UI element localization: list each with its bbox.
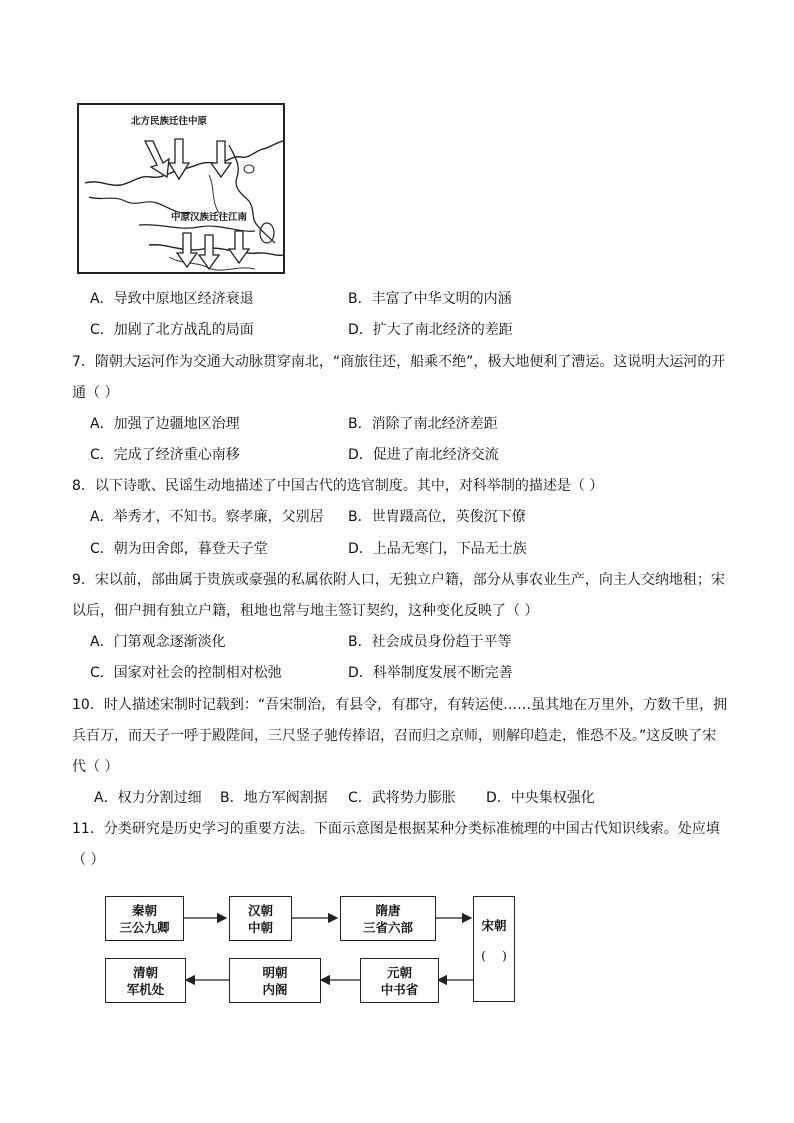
q7-option-b[interactable]: B．消除了南北经济差距	[348, 416, 498, 432]
box-dynasty: 元朝	[386, 964, 412, 980]
box-system: 中朝	[247, 919, 273, 935]
q7-option-c[interactable]: C．完成了经济重心南移	[90, 447, 240, 463]
q10-stem-line1: 10．时人描述宋制时记载到：“吾宋制治，有县令，有郡守，有转运使……虽其地在万里外，方数千里，拥	[72, 697, 728, 713]
q9-option-a[interactable]: A．门第观念逐渐淡化	[90, 634, 226, 650]
q10-stem-line2: 兵百万，而天子一呼于殿陛间，三尺竖子驰传捧诏，召而归之京师，则解印趋走，惟恐不及。”这反映了宋	[72, 728, 717, 744]
box-system: 军机处	[126, 981, 165, 997]
q9-stem-line2: 以后，佃户拥有独立户籍，租地也常与地主签订契约，这种变化反映了（ ）	[72, 603, 539, 619]
box-dynasty: 隋唐	[375, 902, 401, 918]
box-dynasty: 秦朝	[131, 902, 157, 918]
q8-option-b[interactable]: B．世胄蹑高位，英俊沉下僚	[348, 509, 526, 525]
q6-option-a[interactable]: A．导致中原地区经济衰退	[90, 291, 254, 307]
q9-option-b[interactable]: B．社会成员身份趋于平等	[348, 634, 512, 650]
q9-option-d[interactable]: D．科举制度发展不断完善	[348, 665, 513, 681]
q8-stem-line1: 8．以下诗歌、民谣生动地描述了中国古代的选官制度。其中，对科举制的描述是（ ）	[72, 478, 604, 494]
q7-stem-line2: 通（ ）	[72, 385, 119, 401]
q10-option-b[interactable]: B．地方军阀割据	[220, 790, 328, 806]
box-dynasty: 宋朝	[481, 918, 507, 933]
box-system: 中书省	[380, 981, 419, 997]
box-system: 三公九卿	[119, 919, 170, 935]
q10-option-c[interactable]: C．武将势力膨胀	[348, 790, 456, 806]
q11-stem-line1: 11．分类研究是历史学习的重要方法。下面示意图是根据某种分类标准梳理的中国古代知识线索。处应填	[72, 821, 720, 837]
map-label-north: 北方民族迁往中原	[131, 116, 208, 127]
map-outline	[79, 105, 283, 272]
diagram-box-qin	[105, 896, 184, 941]
diagram-box-song	[473, 896, 515, 1002]
q6-option-d[interactable]: D．扩大了南北经济的差距	[348, 322, 513, 338]
box-system-blank[interactable]: ( )	[481, 948, 507, 963]
q6-option-b[interactable]: B．丰富了中华文明的内涵	[348, 291, 512, 307]
map-label-south: 中原汉族迁往江南	[171, 212, 248, 223]
q10-option-d[interactable]: D．中央集权强化	[486, 790, 595, 806]
migration-map	[77, 103, 285, 274]
diagram-box-suitang	[340, 896, 436, 941]
q7-stem-line1: 7．隋朝大运河作为交通大动脉贯穿南北，“商旅往还，船乘不绝”，极大地便利了漕运。这说明大运河的开	[72, 354, 726, 370]
diagram-box-han	[229, 896, 292, 941]
box-system: 内阁	[262, 981, 288, 997]
q11-stem-line2: （ ）	[72, 852, 105, 868]
box-dynasty: 汉朝	[247, 902, 273, 918]
q9-stem-line1: 9．宋以前，部曲属于贵族或豪强的私属依附人口，无独立户籍，部分从事农业生产，向主人交纳地租；宋	[72, 572, 725, 588]
box-dynasty: 清朝	[132, 964, 158, 980]
q8-option-a[interactable]: A．举秀才，不知书。察孝廉，父别居	[90, 509, 324, 525]
q10-stem-line3: 代（ ）	[72, 759, 119, 775]
q7-option-d[interactable]: D．促进了南北经济交流	[348, 447, 499, 463]
q7-option-a[interactable]: A．加强了边疆地区治理	[90, 416, 240, 432]
diagram-box-qing	[105, 958, 186, 1003]
box-dynasty: 明朝	[262, 964, 288, 980]
q9-option-c[interactable]: C．国家对社会的控制相对松弛	[90, 665, 282, 681]
q10-option-a[interactable]: A．权力分割过细	[94, 790, 202, 806]
box-system: 三省六部	[362, 919, 413, 935]
q8-option-c[interactable]: C．朝为田舍郎，暮登天子堂	[90, 541, 268, 557]
q8-option-d[interactable]: D．上品无寒门，下品无士族	[348, 541, 527, 557]
q6-option-c[interactable]: C．加剧了北方战乱的局面	[90, 322, 254, 338]
diagram-box-yuan	[360, 958, 439, 1003]
diagram-box-ming	[229, 958, 321, 1003]
